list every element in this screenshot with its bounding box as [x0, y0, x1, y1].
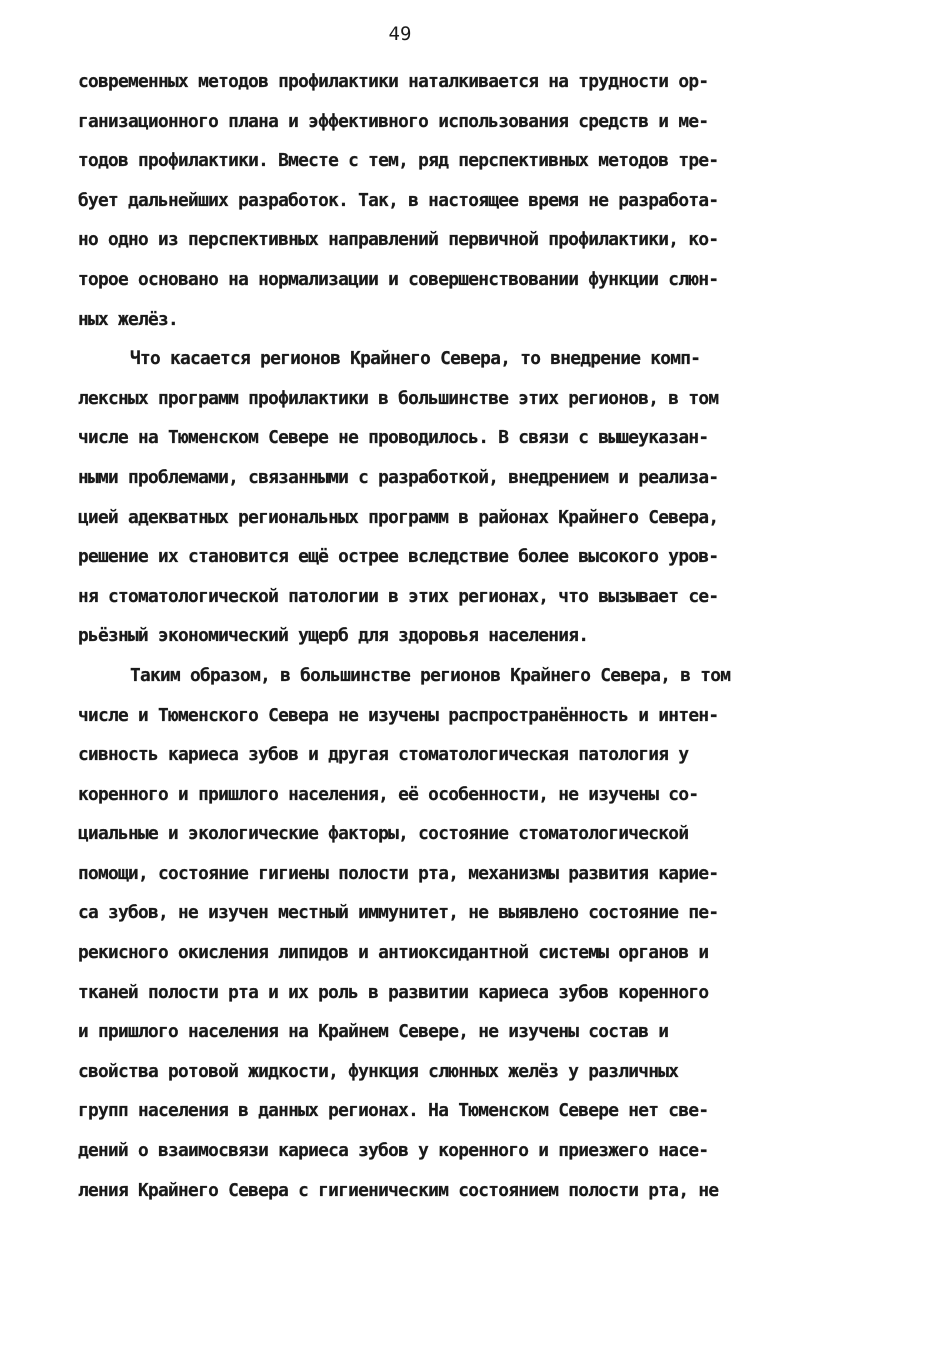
text-line: помощи, состояние гигиены полости рта, механизмы развития карие-	[78, 862, 719, 884]
paragraph-3	[78, 656, 868, 1210]
text-line: ных желёз.	[78, 308, 179, 330]
text-line: циальные и экологические факторы, состояние стоматологической	[78, 823, 689, 845]
paragraph-2	[78, 339, 868, 656]
text-line: бует дальнейших разработок. Так, в настоящее время не разработа-	[78, 189, 719, 211]
text-line: Таким образом, в большинстве регионов Крайнего Севера, в том	[130, 664, 731, 686]
text-line: сивность кариеса зубов и другая стоматологическая патология у	[78, 744, 689, 766]
text-line: но одно из перспективных направлений первичной профилактики, ко-	[78, 229, 719, 251]
text-line: дений о взаимосвязи кариеса зубов у коренного и приезжего насе-	[78, 1140, 709, 1162]
text-line: решение их становится ещё острее вследствие более высокого уров-	[78, 546, 719, 568]
text-line: ня стоматологической патологии в этих регионах, что вызывает се-	[78, 585, 719, 607]
text-line: числе и Тюменского Севера не изучены распространённость и интен-	[78, 704, 719, 726]
text-line: рьёзный экономический ущерб для здоровья населения.	[78, 625, 589, 647]
text-line: рекисного окисления липидов и антиоксидантной системы органов и	[78, 942, 709, 964]
text-line: цией адекватных региональных программ в районах Крайнего Севера,	[78, 506, 719, 528]
text-line: тканей полости рта и их роль в развитии кариеса зубов коренного	[78, 981, 709, 1003]
page-number: 49	[388, 23, 412, 45]
text-line: и пришлого населения на Крайнем Севере, не изучены состав и	[78, 1021, 669, 1043]
text-line: са зубов, не изучен местный иммунитет, не выявлено состояние пе-	[78, 902, 719, 924]
text-line: числе на Тюменском Севере не проводилось. В связи с вышеуказан-	[78, 427, 709, 449]
text-line: торое основано на нормализации и совершенствовании функции слюн-	[78, 268, 719, 290]
text-line: Что касается регионов Крайнего Севера, то внедрение комп-	[130, 348, 701, 370]
text-line: тодов профилактики. Вместе с тем, ряд перспективных методов тре-	[78, 150, 719, 172]
text-line: ганизационного плана и эффективного использования средств и ме-	[78, 110, 709, 132]
text-line: ления Крайнего Севера с гигиеническим состоянием полости рта, не	[78, 1179, 719, 1201]
text-line: групп населения в данных регионах. На Тюменском Севере нет све-	[78, 1100, 709, 1122]
body-text	[78, 62, 868, 1210]
text-line: современных методов профилактики наталкивается на трудности ор-	[78, 71, 709, 92]
text-line: лексных программ профилактики в большинстве этих регионов, в том	[78, 387, 719, 409]
text-line: ными проблемами, связанными с разработкой, внедрением и реализа-	[78, 466, 719, 488]
paragraph-1	[78, 62, 868, 339]
text-line: коренного и пришлого населения, её особенности, не изучены со-	[78, 783, 699, 805]
text-line: свойства ротовой жидкости, функция слюнных желёз у различных	[78, 1060, 679, 1082]
